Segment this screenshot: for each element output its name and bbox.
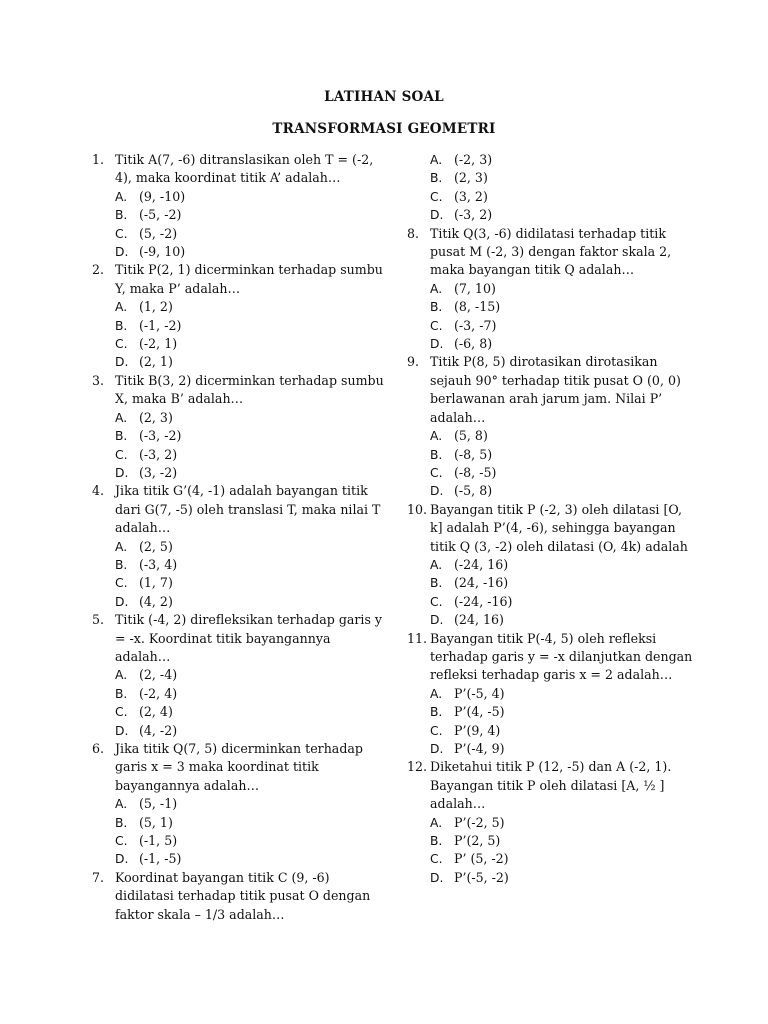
option-text: (2, 1) — [139, 354, 173, 370]
question-5-option-d — [115, 722, 384, 740]
question-9-option-c — [430, 464, 697, 482]
question-number: 8. — [407, 225, 420, 241]
question-1-option-c — [115, 225, 384, 243]
question-5-option-c — [115, 703, 384, 721]
option-text: (-24, -16) — [454, 593, 513, 609]
option-text: (3, -2) — [139, 464, 178, 480]
right-column — [407, 151, 697, 887]
option-letter: D. — [430, 870, 444, 885]
option-text: (-5, 8) — [454, 483, 493, 499]
option-letter: B. — [115, 429, 128, 444]
question-number: 9. — [407, 354, 420, 370]
option-text: (1, 2) — [139, 299, 173, 315]
option-letter: A. — [115, 797, 128, 812]
option-letter: C. — [430, 723, 443, 738]
option-text: (-8, 5) — [454, 446, 493, 462]
question-12 — [407, 758, 697, 887]
question-number: 2. — [92, 262, 105, 278]
question-5 — [92, 611, 384, 740]
question-11 — [407, 630, 697, 759]
question-10-option-c — [430, 593, 697, 611]
question-number: 5. — [92, 612, 105, 628]
question-3 — [92, 372, 384, 482]
option-letter: C. — [115, 705, 128, 720]
question-3-option-b — [115, 427, 384, 445]
question-text: Titik B(3, 2) dicerminkan terhadap sumbu X, maka B’ adalah… — [115, 372, 384, 407]
option-text: (5, -1) — [139, 796, 178, 812]
question-1-option-a — [115, 188, 384, 206]
option-text: (3, 2) — [454, 188, 488, 204]
option-letter: D. — [115, 355, 129, 370]
option-text: (2, -4) — [139, 667, 178, 683]
option-text: (-3, 2) — [454, 207, 493, 223]
option-text: P’(4, -5) — [454, 704, 505, 720]
option-letter: B. — [430, 447, 443, 462]
option-text: (-6, 8) — [454, 336, 493, 352]
option-letter: B. — [115, 557, 128, 572]
option-text: (-8, -5) — [454, 464, 497, 480]
question-7 — [92, 869, 384, 924]
option-letter: B. — [430, 300, 443, 315]
option-letter: A. — [115, 539, 128, 554]
question-7-option-a — [430, 151, 697, 169]
option-letter: D. — [115, 245, 129, 260]
option-text: P’(-4, 9) — [454, 741, 505, 756]
worksheet-title: LATIHAN SOAL — [324, 89, 444, 105]
question-2-option-d — [115, 353, 384, 371]
question-4-option-d — [115, 593, 384, 611]
question-3-option-a — [115, 409, 384, 427]
question-4-option-c — [115, 574, 384, 592]
question-9 — [407, 353, 697, 500]
option-letter: B. — [430, 834, 443, 849]
question-text: Titik A(7, -6) ditranslasikan oleh T = (-2, 4), maka koordinat titik A’ adalah… — [115, 152, 374, 186]
option-text: (9, -10) — [139, 188, 186, 204]
option-letter: B. — [430, 576, 443, 591]
question-5-option-b — [115, 685, 384, 703]
option-text: (-9, 10) — [139, 244, 186, 260]
question-text: Titik P(2, 1) dicerminkan terhadap sumbu Y, maka P’ adalah… — [115, 262, 383, 296]
option-text: (2, 3) — [454, 170, 488, 186]
option-letter: A. — [430, 557, 443, 572]
question-12-option-a — [430, 814, 697, 832]
question-6-option-d — [115, 850, 384, 868]
question-text: Jika titik Q(7, 5) dicerminkan terhadap garis x = 3 maka koordinat titik bayangannya adalah… — [115, 741, 363, 793]
option-letter: B. — [115, 318, 128, 333]
question-6-option-a — [115, 795, 384, 813]
option-letter: A. — [115, 410, 128, 425]
option-text: (5, -2) — [139, 225, 178, 241]
option-letter: B. — [115, 208, 128, 223]
left-column — [92, 151, 384, 924]
option-letter: B. — [430, 705, 443, 720]
option-letter: A. — [430, 153, 443, 167]
question-9-option-d — [430, 482, 697, 500]
option-letter: A. — [115, 668, 128, 683]
question-9-option-b — [430, 446, 697, 464]
option-text: (8, -15) — [454, 299, 501, 315]
question-5-option-a — [115, 666, 384, 684]
option-letter: D. — [430, 742, 444, 756]
option-text: (-2, 3) — [454, 152, 493, 167]
question-number: 12. — [407, 759, 428, 775]
option-letter: D. — [430, 484, 444, 499]
question-4-option-a — [115, 538, 384, 556]
option-text: P’(2, 5) — [454, 833, 501, 849]
question-text: Diketahui titik P (12, -5) dan A (-2, 1). Bayangan titik P oleh dilatasi [A, ½ ] adalah… — [430, 759, 672, 812]
option-text: (7, 10) — [454, 280, 496, 296]
option-text: (-2, 1) — [139, 336, 178, 352]
option-letter: D. — [115, 594, 129, 609]
option-letter: C. — [115, 226, 128, 241]
question-7-option-b — [430, 169, 697, 187]
option-text: P’ (5, -2) — [454, 851, 509, 867]
question-11-option-b — [430, 703, 697, 721]
question-text: Titik P(8, 5) dirotasikan dirotasikan sejauh 90° terhadap titik pusat O (0, 0) berlawanan arah jarum jam. Nilai P’ adalah… — [430, 354, 681, 425]
question-8-option-c — [430, 317, 697, 335]
option-text: (5, 8) — [454, 428, 488, 444]
option-text: P’(-5, -2) — [454, 869, 509, 885]
question-11-option-a — [430, 685, 697, 703]
option-letter: A. — [430, 429, 443, 444]
option-letter: A. — [430, 281, 443, 296]
option-text: (24, 16) — [454, 612, 504, 628]
option-text: (-1, -2) — [139, 317, 182, 333]
option-text: (-24, 16) — [454, 556, 509, 572]
option-letter: D. — [430, 208, 444, 223]
question-11-option-d — [430, 740, 697, 758]
question-2-option-c — [115, 335, 384, 353]
question-text: Titik Q(3, -6) didilatasi terhadap titik pusat M (-2, 3) dengan faktor skala 2, maka bayangan titik Q adalah… — [430, 225, 672, 278]
question-1-option-b — [115, 206, 384, 224]
question-10 — [407, 501, 697, 630]
option-letter: A. — [430, 815, 443, 830]
option-text: (2, 3) — [139, 409, 173, 425]
question-10-option-a — [430, 556, 697, 574]
option-letter: C. — [430, 189, 443, 204]
option-text: P’(-2, 5) — [454, 814, 505, 830]
option-letter: B. — [430, 171, 443, 186]
question-4 — [92, 482, 384, 611]
question-8-option-a — [430, 280, 697, 298]
option-letter: D. — [430, 613, 444, 628]
question-4-option-b — [115, 556, 384, 574]
question-2 — [92, 261, 384, 371]
worksheet-subtitle: TRANSFORMASI GEOMETRI — [272, 121, 496, 137]
question-2-option-b — [115, 317, 384, 335]
option-letter: A. — [430, 686, 443, 701]
question-number: 6. — [92, 741, 105, 756]
option-text: (-2, 4) — [139, 685, 178, 701]
option-letter: D. — [115, 852, 129, 867]
question-8 — [407, 225, 697, 354]
question-3-option-c — [115, 446, 384, 464]
question-9-option-a — [430, 427, 697, 445]
option-letter: D. — [430, 337, 444, 352]
question-12-option-b — [430, 832, 697, 850]
question-text: Titik (-4, 2) direfleksikan terhadap garis y = -x. Koordinat titik bayangannya adalah… — [115, 612, 383, 664]
question-6-option-c — [115, 832, 384, 850]
option-text: P’(-5, 4) — [454, 685, 505, 701]
question-6 — [92, 740, 384, 869]
option-letter: C. — [115, 576, 128, 591]
question-2-option-a — [115, 298, 384, 316]
question-10-option-d — [430, 611, 697, 629]
question-number: 11. — [407, 630, 428, 646]
option-text: (1, 7) — [139, 575, 173, 591]
question-7-option-c — [430, 188, 697, 206]
question-3-option-d — [115, 464, 384, 482]
question-number: 7. — [92, 869, 105, 885]
question-1-option-d — [115, 243, 384, 261]
option-letter: B. — [115, 686, 128, 701]
question-text: Jika titik G’(4, -1) adalah bayangan titik dari G(7, -5) oleh translasi T, maka nilai T adalah… — [115, 483, 381, 536]
option-text: (-5, -2) — [139, 207, 182, 223]
question-12-option-c — [430, 850, 697, 868]
option-text: (4, -2) — [139, 722, 178, 738]
question-text: Bayangan titik P (-2, 3) oleh dilatasi [O, k] adalah P’(4, -6), sehingga bayangan titik Q (3, -2) oleh dilatasi (O, 4k) adalah — [430, 501, 688, 554]
question-7-options-continued — [407, 151, 697, 225]
option-letter: C. — [430, 594, 443, 609]
question-number: 10. — [407, 501, 428, 517]
option-letter: C. — [430, 852, 443, 867]
question-10-option-b — [430, 574, 697, 592]
option-letter: D. — [115, 723, 129, 738]
option-text: (4, 2) — [139, 593, 173, 609]
question-text: Koordinat bayangan titik C (9, -6) didilatasi terhadap titik pusat O dengan faktor skala – 1/3 adalah… — [115, 869, 371, 922]
option-letter: C. — [115, 447, 128, 462]
question-number: 4. — [92, 483, 105, 499]
question-11-option-c — [430, 722, 697, 740]
option-letter: A. — [115, 189, 128, 204]
option-text: (2, 4) — [139, 704, 173, 720]
option-text: (2, 5) — [139, 538, 173, 554]
question-number: 3. — [92, 372, 105, 388]
option-text: (-1, -5) — [139, 851, 182, 867]
question-number: 1. — [92, 152, 105, 167]
question-7-option-d — [430, 206, 697, 224]
option-text: (-1, 5) — [139, 833, 178, 849]
question-8-option-b — [430, 298, 697, 316]
option-text: (-3, -7) — [454, 317, 497, 333]
option-letter: C. — [115, 337, 128, 352]
question-8-option-d — [430, 335, 697, 353]
option-text: (5, 1) — [139, 814, 173, 830]
option-letter: C. — [430, 465, 443, 480]
option-letter: D. — [115, 465, 129, 480]
question-text: Bayangan titik P(-4, 5) oleh refleksi terhadap garis y = -x dilanjutkan dengan refleksi terhadap garis x = 2 adalah… — [430, 630, 693, 683]
option-text: (24, -16) — [454, 575, 509, 591]
option-letter: B. — [115, 815, 128, 830]
option-text: (-3, 4) — [139, 556, 178, 572]
option-text: P’(9, 4) — [454, 722, 501, 738]
question-12-option-d — [430, 869, 697, 887]
question-1 — [92, 151, 384, 261]
option-letter: A. — [115, 300, 128, 315]
option-letter: C. — [430, 318, 443, 333]
option-letter: C. — [115, 834, 128, 849]
option-text: (-3, -2) — [139, 428, 182, 444]
question-6-option-b — [115, 814, 384, 832]
option-text: (-3, 2) — [139, 446, 178, 462]
